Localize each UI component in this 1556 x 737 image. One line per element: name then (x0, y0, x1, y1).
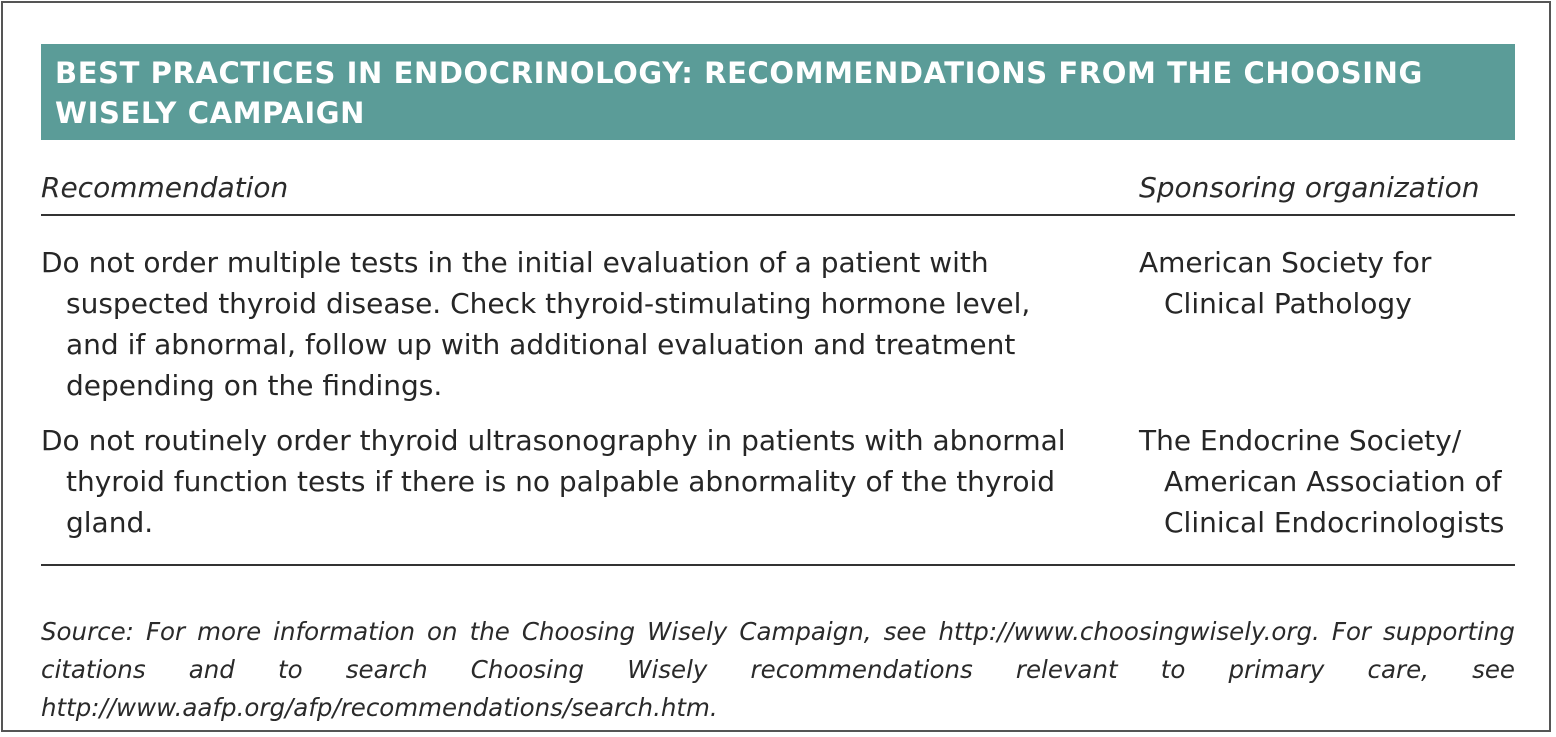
title-bar (41, 44, 1515, 140)
table-title: BEST PRACTICES IN ENDOCRINOLOGY: RECOMMENDATIONS FROM THE CHOOSING WISELY CAMPAIGN (55, 56, 1423, 130)
table-header-row (41, 166, 1515, 216)
table-body (41, 242, 1515, 557)
column-header-organization: Sponsoring organization (1139, 171, 1480, 204)
column-header-recommendation: Recommendation (41, 171, 289, 204)
recommendation-cell: Do not routinely order thyroid ultrasonography in patients with abnormal thyroid function tests if there is no palpable abnormality of the thyroid gland. (41, 424, 1066, 539)
table-row (41, 242, 1515, 406)
table-row (41, 420, 1515, 543)
table-bottom-rule (41, 564, 1515, 566)
source-note: Source: For more information on the Choosing Wisely Campaign, see http://www.choosingwisely.org. For supporting citations and to search Choosing Wisely recommendations relevant to primary care, see http://www.aafp.org/afp/recommendations/search.htm. (41, 616, 1515, 722)
recommendation-cell: Do not order multiple tests in the initial evaluation of a patient with suspected thyroid disease. Check thyroid-stimulating hormone level, and if abnormal, follow up with additional evaluation and treatment depending on the findings. (41, 246, 1031, 402)
organization-cell: The Endocrine Society/ American Association of Clinical Endocrinologists (1139, 424, 1505, 539)
organization-cell: American Society for Clinical Pathology (1139, 246, 1432, 320)
